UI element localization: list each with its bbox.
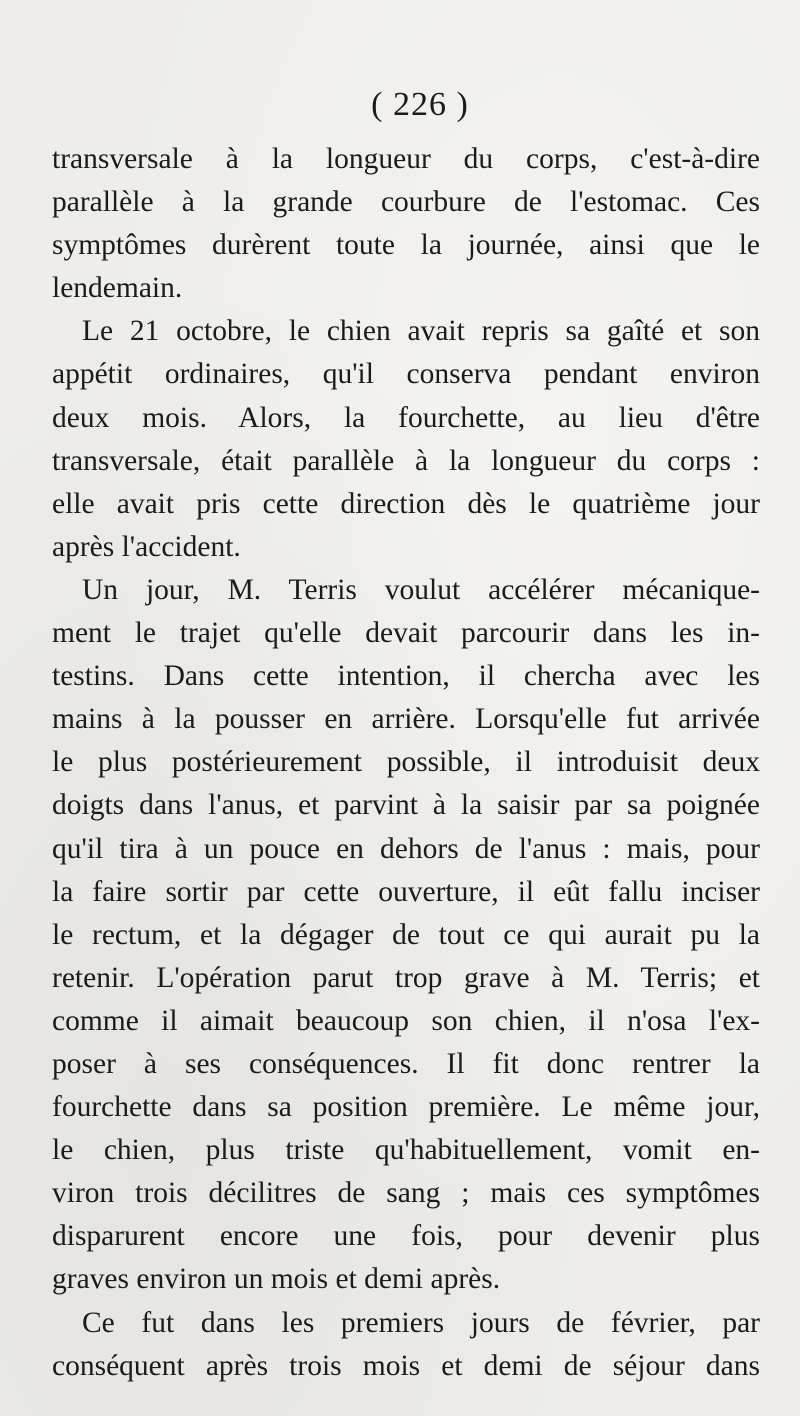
text-line: lendemain. [52, 272, 183, 305]
text-line: testins. Dans cette intention, il chercha avec les [52, 660, 760, 693]
text-line: parallèle à la grande courbure de l'estomac. Ces [52, 186, 760, 219]
text-line: qu'il tira à un pouce en dehors de l'anus : mais, pour [52, 832, 760, 865]
text-line: viron trois décilitres de sang ; mais ces symptômes [52, 1177, 760, 1210]
text-line: transversale à la longueur du corps, c'est-à-dire [52, 143, 760, 175]
text-line: elle avait pris cette direction dès le quatrième jour [52, 487, 760, 520]
text-line: le rectum, et la dégager de tout ce qui aurait pu la [52, 918, 760, 951]
text-line: la faire sortir par cette ouverture, il eût fallu inciser [52, 875, 760, 908]
text-line: symptômes durèrent toute la journée, ainsi que le [52, 229, 760, 262]
text-line: après l'accident. [52, 530, 241, 563]
body-text [52, 138, 760, 1388]
text-line: poser à ses conséquences. Il fit donc rentrer la [52, 1047, 760, 1080]
text-line: doigts dans l'anus, et parvint à la saisir par sa poignée [52, 789, 760, 822]
text-line: ment le trajet qu'elle devait parcourir dans les in- [52, 617, 760, 650]
page-number: ( 226 ) [371, 86, 469, 123]
text-line: conséquent après trois mois et demi de séjour dans [52, 1349, 760, 1382]
text-line: transversale, était parallèle à la longueur du corps : [52, 444, 760, 477]
text-line: Ce fut dans les premiers jours de février, par [82, 1306, 760, 1339]
text-line: Un jour, M. Terris voulut accélérer mécanique- [82, 573, 760, 606]
text-line: deux mois. Alors, la fourchette, au lieu d'être [52, 401, 760, 434]
text-line: appétit ordinaires, qu'il conserva pendant environ [52, 358, 760, 391]
text-line: le plus postérieurement possible, il introduisit deux [52, 746, 760, 779]
text-line: disparurent encore une fois, pour devenir plus [52, 1220, 760, 1253]
text-line: fourchette dans sa position première. Le même jour, [52, 1091, 760, 1124]
text-line: mains à la pousser en arrière. Lorsqu'elle fut arrivée [52, 703, 760, 736]
text-line: Le 21 octobre, le chien avait repris sa gaîté et son [82, 315, 760, 348]
text-line: retenir. L'opération parut trop grave à M. Terris; et [52, 961, 760, 994]
text-line: graves environ un mois et demi après. [52, 1263, 501, 1296]
text-line: comme il aimait beaucoup son chien, il n'osa l'ex- [52, 1004, 760, 1037]
text-line: le chien, plus triste qu'habituellement, vomit en- [52, 1134, 760, 1167]
